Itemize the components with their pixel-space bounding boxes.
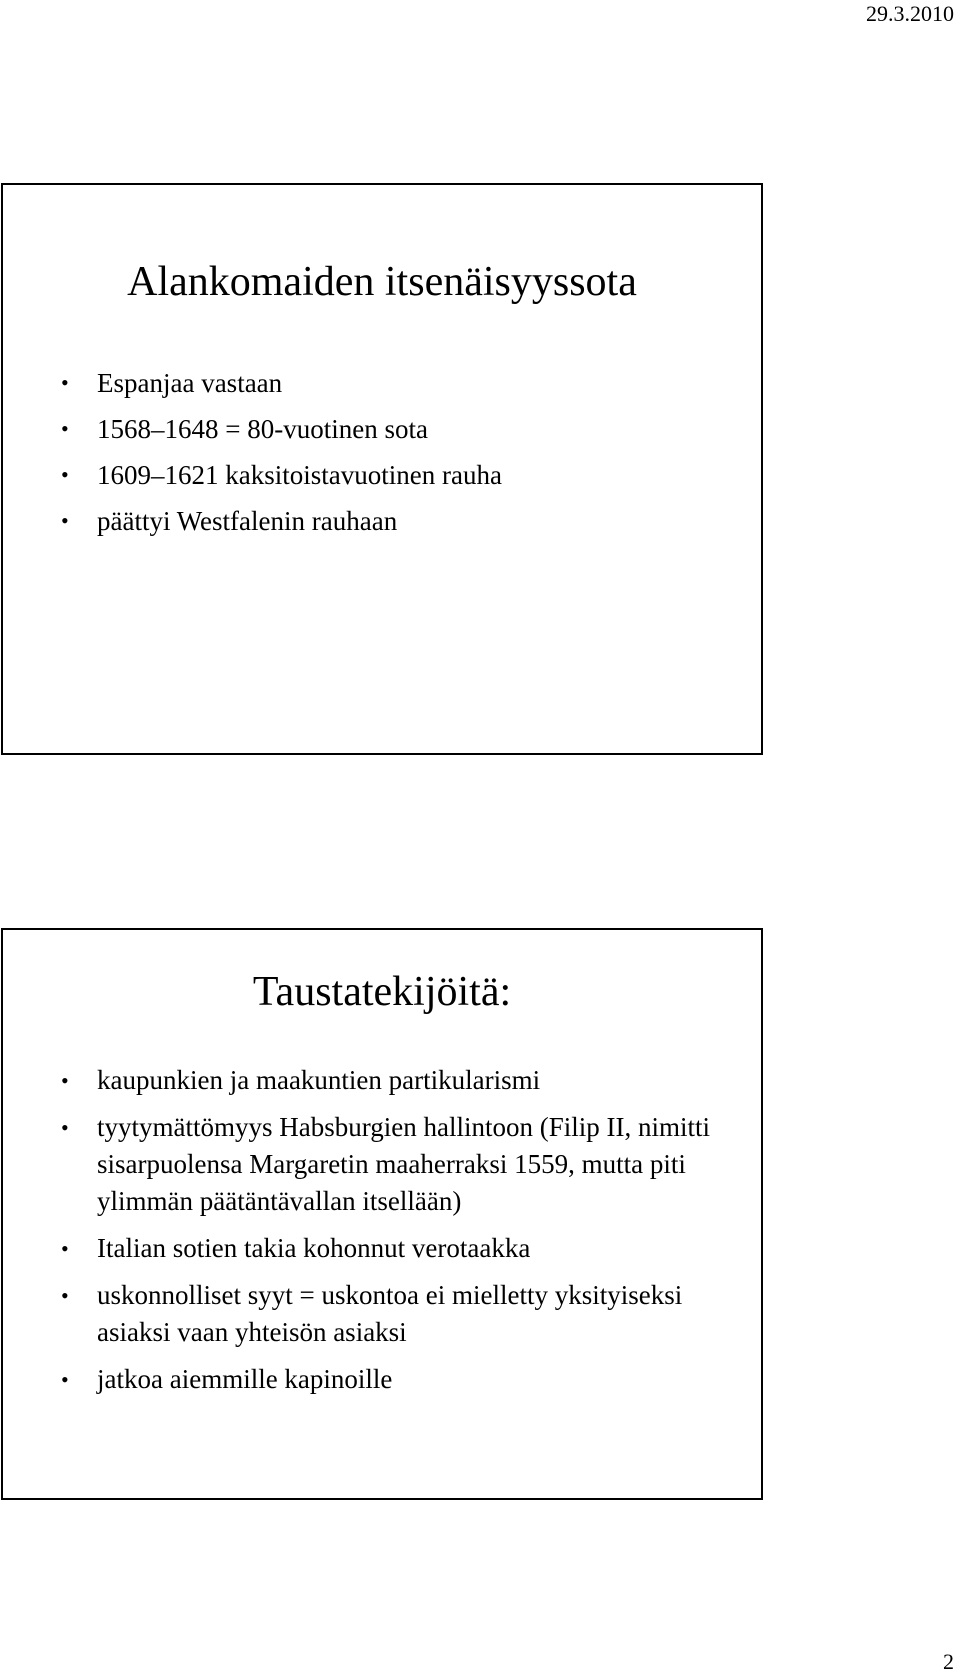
bullet-icon: • xyxy=(61,1068,69,1093)
slide-1 xyxy=(1,183,763,755)
list-item xyxy=(59,1277,741,1351)
bullet-icon: • xyxy=(61,508,69,533)
list-item xyxy=(59,1109,741,1220)
list-item xyxy=(59,406,741,452)
bullet-text: kaupunkien ja maakuntien partikularismi xyxy=(97,1065,541,1095)
list-item xyxy=(59,1230,741,1267)
bullet-text: 1609–1621 kaksitoistavuotinen rauha xyxy=(97,460,502,490)
bullet-text: Espanjaa vastaan xyxy=(97,368,283,398)
bullet-icon: • xyxy=(61,416,69,441)
bullet-text: tyytymättömyys Habsburgien hallintoon (Filip II, nimitti sisarpuolensa Margaretin maaherraksi 1559, mutta piti ylimmän päätäntävallan itsellään) xyxy=(97,1112,710,1216)
bullet-icon: • xyxy=(61,370,69,395)
bullet-text: uskonnolliset syyt = uskontoa ei mielletty yksityiseksi asiaksi vaan yhteisön asiaksi xyxy=(97,1280,683,1347)
slide-title: Taustatekijöitä: xyxy=(252,969,512,1015)
bullet-list xyxy=(59,1062,741,1408)
bullet-text: jatkoa aiemmille kapinoille xyxy=(97,1364,393,1394)
bullet-icon: • xyxy=(61,1236,69,1261)
bullet-icon: • xyxy=(61,1115,69,1140)
bullet-text: päättyi Westfalenin rauhaan xyxy=(97,506,398,536)
bullet-text: Italian sotien takia kohonnut verotaakka xyxy=(97,1233,531,1263)
bullet-icon: • xyxy=(61,1367,69,1392)
list-item xyxy=(59,452,741,498)
bullet-icon: • xyxy=(61,462,69,487)
list-item xyxy=(59,1062,741,1099)
list-item xyxy=(59,498,741,544)
list-item xyxy=(59,360,741,406)
list-item xyxy=(59,1361,741,1398)
bullet-list xyxy=(59,360,741,544)
page-date: 29.3.2010 xyxy=(866,1,954,26)
bullet-icon: • xyxy=(61,1283,69,1308)
slide-2 xyxy=(1,928,763,1500)
bullet-text: 1568–1648 = 80-vuotinen sota xyxy=(97,414,428,444)
slide-title: Alankomaiden itsenäisyyssota xyxy=(127,259,637,305)
page-number: 2 xyxy=(943,1649,954,1674)
